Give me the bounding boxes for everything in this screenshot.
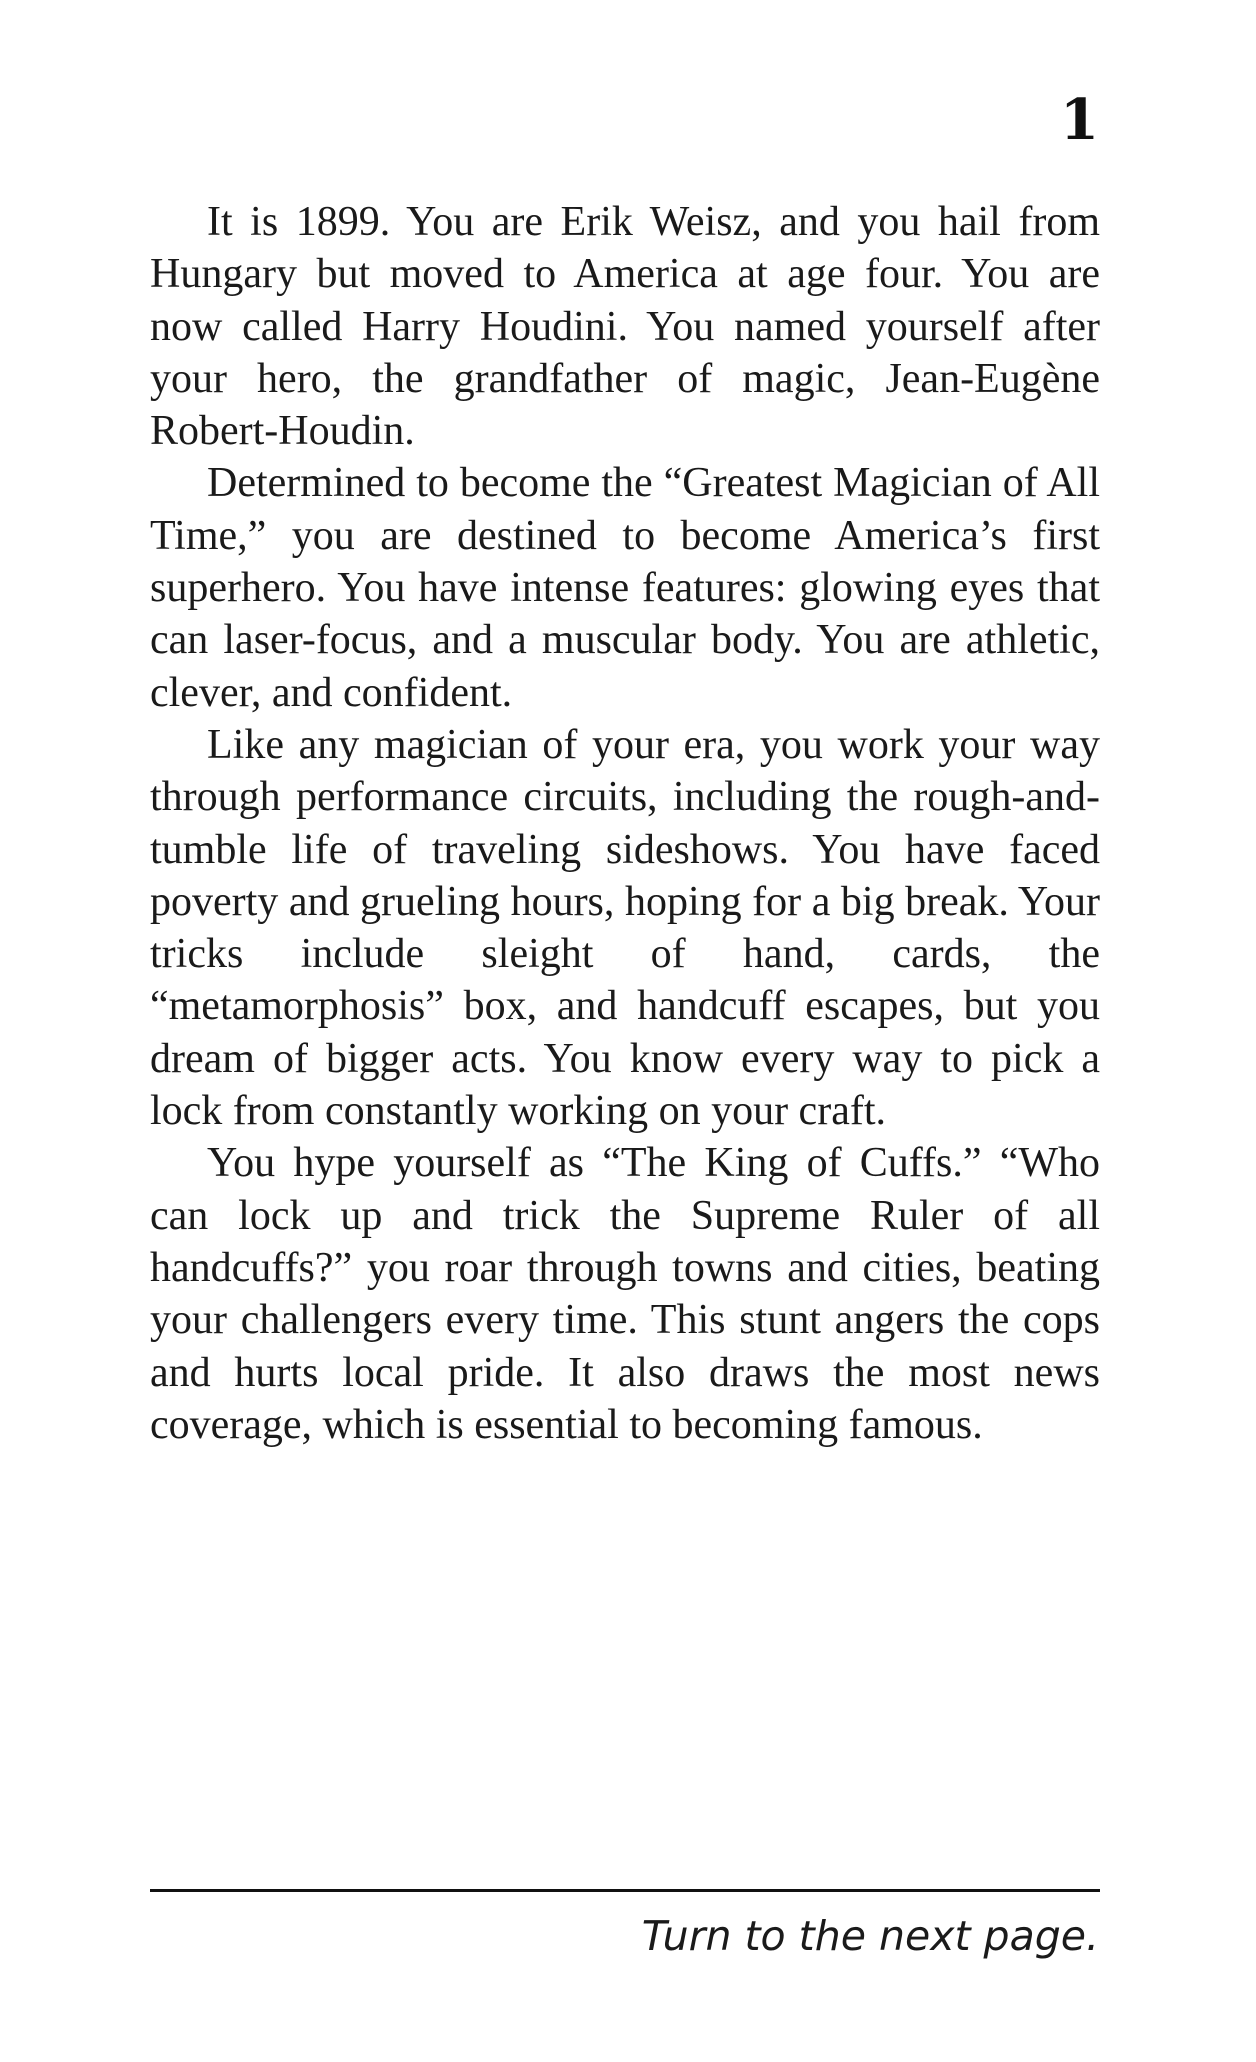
footer-divider [150,1889,1100,1892]
turn-page-note: Turn to the next page. [641,1912,1099,1960]
paragraph-2: Determined to become the “Greatest Magician of All Time,” you are destined to become America’s first superhero. You have intense features: glowing eyes that can laser-focus, and a muscular body. You are athletic, clever, and confident. [150,460,1100,716]
paragraph-3: Like any magician of your era, you work your way through performance circuits, including the rough-and-tumble life of traveling sideshows. You have faced poverty and grueling hours, hoping for a big break. Your tricks include sleight of hand, cards, the “metamorphosis” box, and handcuff escapes, but you dream of bigger acts. You know every way to pick a lock from constantly working on your craft. [150,721,1100,1135]
paragraph-1: It is 1899. You are Erik Weisz, and you hail from Hungary but moved to America at age four. You are now called Harry Houdini. You named yourself after your hero, the grandfather of magic, Jean-Eugène Robert-Houdin. [150,199,1100,455]
page-number: 1 [1060,87,1099,153]
body-text [150,196,1100,1451]
paragraph-4: You hype yourself as “The King of Cuffs.” “Who can lock up and trick the Supreme Ruler of all handcuffs?” you roar through towns and cities, beating your challengers every time. This stunt angers the cops and hurts local pride. It also draws the most news coverage, which is essential to becoming famous. [150,1140,1100,1448]
